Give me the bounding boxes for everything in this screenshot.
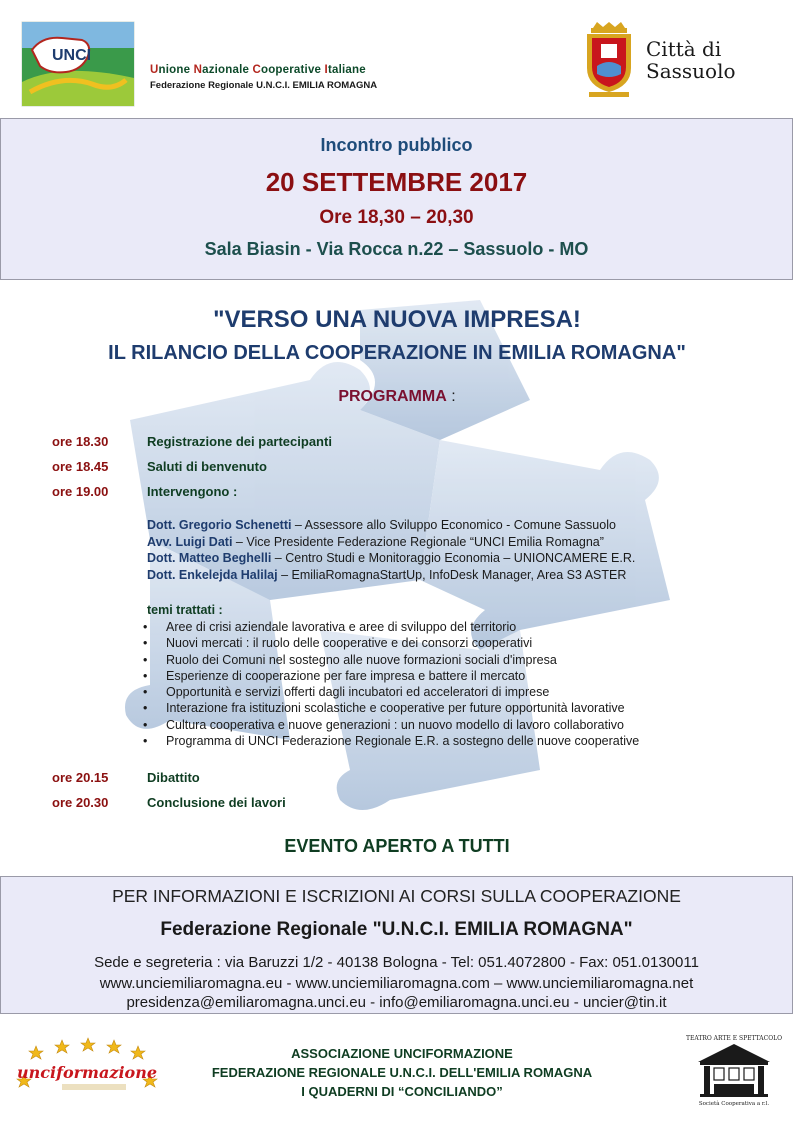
- schedule-time: ore 20.30: [52, 795, 109, 810]
- schedule-time: ore 18.45: [52, 459, 109, 474]
- websites-line[interactable]: www.unciemiliaromagna.eu - www.unciemiliaromagna.com – www.unciemiliaromagna.net: [99, 975, 694, 992]
- footer-line: I QUADERNI DI “CONCILIANDO”: [301, 1084, 503, 1099]
- topic-item: • Esperienze di cooperazione per fare impresa e battere il mercato: [143, 668, 639, 684]
- schedule-desc: Saluti di benvenuto: [147, 459, 267, 474]
- schedule-desc: Conclusione dei lavori: [147, 795, 286, 810]
- org-name: Unione Nazionale Cooperative Italiane: [150, 64, 366, 76]
- svg-text:unciformazione: unciformazione: [16, 1063, 158, 1082]
- city-crest-icon: [583, 22, 635, 98]
- contact-info-box: [0, 876, 793, 1014]
- schedule-desc: Dibattito: [147, 770, 200, 785]
- event-title-line1: "VERSO UNA NUOVA IMPRESA!: [213, 306, 581, 333]
- emails-line[interactable]: presidenza@emiliaromagna.unci.eu - info@emiliaromagna.unci.eu - uncier@tin.it: [126, 994, 667, 1011]
- unci-logo: [22, 22, 134, 106]
- svg-text:UNCI: UNCI: [52, 47, 92, 64]
- schedule-time: ore 18.30: [52, 434, 109, 449]
- schedule-time: ore 20.15: [52, 770, 109, 785]
- federation-name: Federazione Regionale "U.N.C.I. EMILIA ROMAGNA": [160, 919, 633, 940]
- topic-item: • Aree di crisi aziendale lavorativa e aree di sviluppo del territorio: [143, 619, 639, 635]
- header-org-text: [150, 64, 377, 91]
- speaker-item: Dott. Gregorio Schenetti – Assessore allo Sviluppo Economico - Comune Sassuolo: [147, 518, 616, 532]
- topic-item: • Opportunità e servizi offerti dagli incubatori ed acceleratori di imprese: [143, 684, 639, 700]
- event-info-box: [0, 118, 793, 280]
- event-date: 20 SETTEMBRE 2017: [265, 167, 528, 197]
- topic-item: • Interazione fra istituzioni scolastiche e cooperative per future opportunità lavorative: [143, 700, 639, 716]
- teatro-logo: [685, 1032, 783, 1108]
- speakers-list: [147, 517, 635, 583]
- svg-text:TEATRO ARTE E SPETTACOLO: TEATRO ARTE E SPETTACOLO: [685, 1035, 783, 1042]
- schedule-time: ore 19.00: [52, 484, 109, 499]
- event-time: Ore 18,30 – 20,30: [319, 207, 474, 228]
- schedule-desc: Registrazione dei partecipanti: [147, 434, 332, 449]
- program-heading: PROGRAMMA :: [338, 388, 456, 405]
- info-heading: PER INFORMAZIONI E ISCRIZIONI AI CORSI SULLA COOPERAZIONE: [112, 886, 681, 906]
- topic-item: • Cultura cooperativa e nuove generazioni : un nuovo modello di lavoro collaborativo: [143, 717, 639, 733]
- footer-text: [160, 1044, 644, 1101]
- open-event-notice: EVENTO APERTO A TUTTI: [284, 836, 510, 856]
- city-name: Città di Sassuolo: [646, 37, 736, 83]
- topic-item: • Nuovi mercati : il ruolo delle cooperative e dei consorzi cooperativi: [143, 635, 639, 651]
- address-line: Sede e segreteria : via Baruzzi 1/2 - 40138 Bologna - Tel: 051.4072800 - Fax: 051.0130011: [94, 954, 699, 971]
- event-kicker: Incontro pubblico: [320, 135, 473, 155]
- speaker-item: Dott. Matteo Beghelli – Centro Studi e Monitoraggio Economia – UNIONCAMERE E.R.: [147, 551, 636, 565]
- speaker-item: Avv. Luigi Dati – Vice Presidente Federazione Regionale “UNCI Emilia Romagna”: [147, 534, 604, 549]
- footer-line: FEDERAZIONE REGIONALE U.N.C.I. DELL'EMILIA ROMAGNA: [211, 1065, 593, 1080]
- schedule-desc: Intervengono :: [147, 484, 238, 499]
- footer-line: ASSOCIAZIONE UNCIFORMAZIONE: [291, 1046, 513, 1061]
- topics-label: temi trattati :: [147, 603, 223, 617]
- topic-item: • Ruolo dei Comuni nel sostegno alle nuove formazioni sociali d'impresa: [143, 652, 639, 668]
- unciformazione-logo: [14, 1036, 160, 1102]
- event-title-line2: IL RILANCIO DELLA COOPERAZIONE IN EMILIA ROMAGNA": [108, 342, 686, 364]
- topic-item: • Programma di UNCI Federazione Regionale E.R. a sostegno delle nuove cooperative: [143, 733, 639, 749]
- event-venue: Sala Biasin - Via Rocca n.22 – Sassuolo - MO: [204, 239, 589, 259]
- speaker-item: Dott. Enkelejda Halilaj – EmiliaRomagnaStartUp, InfoDesk Manager, Area S3 ASTER: [147, 567, 627, 582]
- org-subline: Federazione Regionale U.N.C.I. EMILIA ROMAGNA: [150, 80, 378, 91]
- svg-text:Società Cooperativa a r.l.: Società Cooperativa a r.l.: [698, 1101, 770, 1107]
- topics-list: [143, 619, 639, 749]
